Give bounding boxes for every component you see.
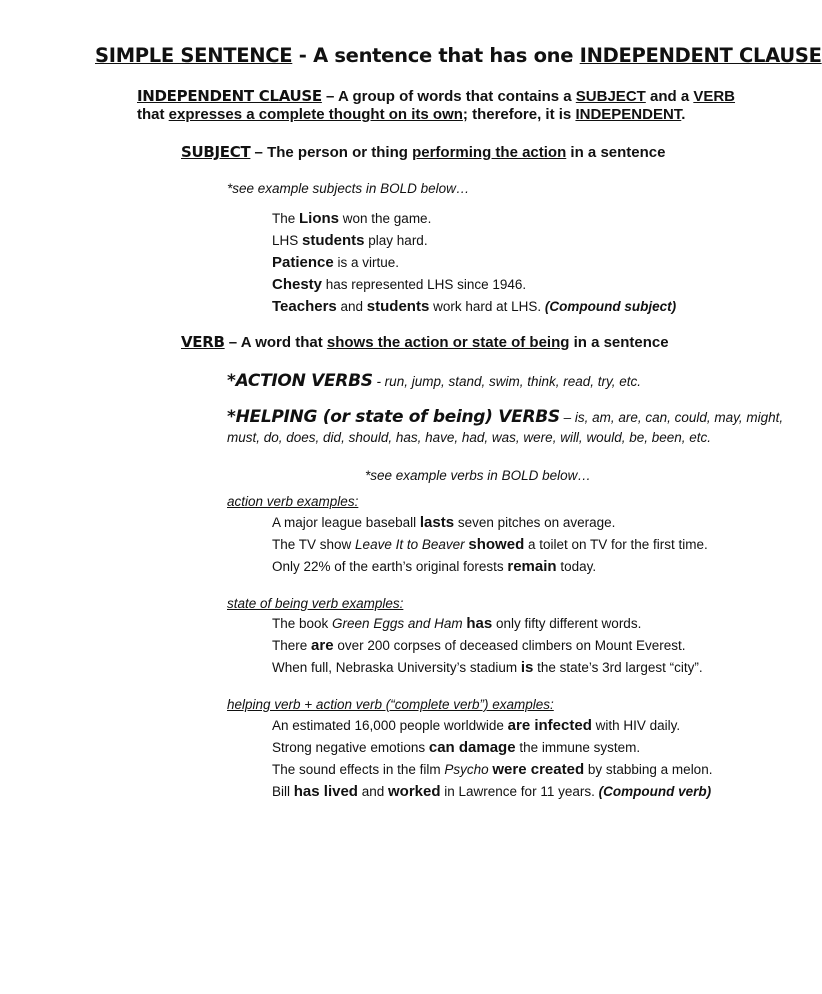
example-text: today.	[556, 559, 597, 574]
bold-example-word: can damage	[428, 739, 516, 756]
action-verbs-term: *ACTION VERBS	[227, 371, 373, 391]
example-text: and	[336, 299, 367, 314]
example-text: Bill	[272, 784, 294, 799]
ic-complete-thought: expresses a complete thought on its own	[168, 106, 463, 123]
verb-text-2: in a sentence	[569, 334, 669, 351]
example-text: Green Eggs and Ham	[332, 616, 463, 631]
bold-example-word: were created	[492, 761, 585, 778]
subject-example	[272, 276, 526, 293]
subject-example	[272, 298, 676, 315]
ic-text-3: that	[137, 106, 169, 123]
ic-text-1: – A group of words that contains a	[321, 88, 576, 105]
bold-example-word: Teachers	[272, 298, 337, 315]
page-title	[95, 44, 822, 67]
verb-definition	[181, 333, 669, 352]
bold-example-word: are infected	[507, 717, 592, 734]
ic-independent: INDEPENDENT	[575, 106, 682, 123]
bold-example-word: students	[302, 232, 365, 249]
helping-verbs-line2: must, do, does, did, should, has, have, had, was, were, will, would, be, been, etc.	[227, 430, 712, 445]
example-text: Strong negative emotions	[272, 740, 429, 755]
helping-example	[272, 783, 711, 800]
action-example	[272, 536, 708, 553]
example-text: a toilet on TV for the first time.	[524, 537, 708, 552]
example-text: The sound effects in the film	[272, 762, 445, 777]
bold-example-word: lasts	[419, 514, 455, 531]
bold-example-word: remain	[507, 558, 557, 575]
helping-verbs-list1: – is, am, are, can, could, may, might,	[559, 410, 784, 425]
bold-example-word: Patience	[272, 254, 334, 271]
verb-shows: shows the action or state of being	[326, 334, 570, 351]
bold-example-word: showed	[468, 536, 525, 553]
state-examples-heading: state of being verb examples:	[227, 596, 404, 611]
independent-clause-definition-line2	[137, 106, 685, 123]
independent-clause-term: INDEPENDENT CLAUSE	[137, 87, 322, 105]
subject-note: *see example subjects in BOLD below…	[227, 181, 470, 196]
helping-verbs-term: *HELPING (or state of being) VERBS	[227, 407, 560, 427]
ic-verb: VERB	[693, 88, 736, 105]
title-simple-sentence: SIMPLE SENTENCE	[95, 44, 293, 67]
example-text: Psycho	[444, 762, 489, 777]
example-text: An estimated 16,000 people worldwide	[272, 718, 508, 733]
verb-text-1: – A word that	[224, 334, 327, 351]
independent-clause-definition-line1	[137, 87, 735, 106]
action-verbs-line	[227, 371, 641, 391]
compound-subject-tag: (Compound subject)	[544, 299, 677, 314]
example-text: only fifty different words.	[492, 616, 642, 631]
example-text: seven pitches on average.	[454, 515, 616, 530]
example-text: by stabbing a melon.	[584, 762, 713, 777]
subject-example	[272, 232, 428, 249]
helping-example	[272, 717, 680, 734]
title-definition: - A sentence that has one	[292, 44, 580, 67]
example-text: A major league baseball	[272, 515, 420, 530]
bold-example-word: is	[520, 659, 534, 676]
example-text: won the game.	[339, 211, 432, 226]
example-text: in Lawrence for 11 years.	[440, 784, 599, 799]
example-text: LHS	[272, 233, 303, 248]
subject-term: SUBJECT	[181, 143, 251, 161]
subject-example	[272, 210, 431, 227]
bold-example-word: Chesty	[272, 276, 323, 293]
bold-example-word: students	[366, 298, 430, 315]
action-examples-heading: action verb examples:	[227, 494, 359, 509]
ic-text-2: and a	[645, 88, 694, 105]
subject-definition	[181, 143, 665, 162]
ic-subject: SUBJECT	[575, 88, 646, 105]
example-text: The book	[272, 616, 333, 631]
bold-example-word: are	[311, 637, 334, 654]
example-text: with HIV daily.	[591, 718, 681, 733]
example-text: has represented LHS since 1946.	[322, 277, 527, 292]
helping-example	[272, 761, 712, 778]
example-text: is a virtue.	[333, 255, 399, 270]
action-example	[272, 558, 596, 575]
bold-example-word: has	[466, 615, 493, 632]
example-text: play hard.	[364, 233, 428, 248]
example-text: The TV show	[272, 537, 356, 552]
state-example	[272, 637, 686, 654]
bold-example-word: has lived	[293, 783, 358, 800]
verb-note: *see example verbs in BOLD below…	[365, 468, 591, 483]
example-text: There	[272, 638, 312, 653]
example-text: the state’s 3rd largest “city”.	[533, 660, 703, 675]
ic-text-4: ; therefore, it is	[462, 106, 576, 123]
subject-performing: performing the action	[412, 144, 567, 161]
verb-term: VERB	[181, 333, 225, 351]
example-text: When full, Nebraska University’s stadium	[272, 660, 521, 675]
title-independent-clause: INDEPENDENT CLAUSE	[579, 44, 822, 67]
bold-example-word: Lions	[299, 210, 340, 227]
helping-examples-heading: helping verb + action verb (“complete verb”) examples:	[227, 697, 554, 712]
subject-text-1: – The person or thing	[250, 144, 413, 161]
subject-example	[272, 254, 399, 271]
action-verbs-list: - run, jump, stand, swim, think, read, try, etc.	[372, 374, 642, 389]
action-example	[272, 514, 615, 531]
helping-example	[272, 739, 640, 756]
ic-text-5: .	[681, 106, 686, 123]
example-text: work hard at LHS.	[429, 299, 545, 314]
example-text: the immune system.	[515, 740, 641, 755]
bold-example-word: worked	[388, 783, 441, 800]
state-example	[272, 615, 641, 632]
subject-text-2: in a sentence	[566, 144, 666, 161]
example-text: Only 22% of the earth’s original forests	[272, 559, 508, 574]
helping-verbs-line1	[227, 407, 783, 427]
example-text: over 200 corpses of deceased climbers on Mount Everest.	[333, 638, 686, 653]
example-text: and	[357, 784, 388, 799]
compound-verb-tag: (Compound verb)	[598, 784, 712, 799]
state-example	[272, 659, 703, 676]
example-text: Leave It to Beaver	[355, 537, 465, 552]
example-text: The	[272, 211, 300, 226]
